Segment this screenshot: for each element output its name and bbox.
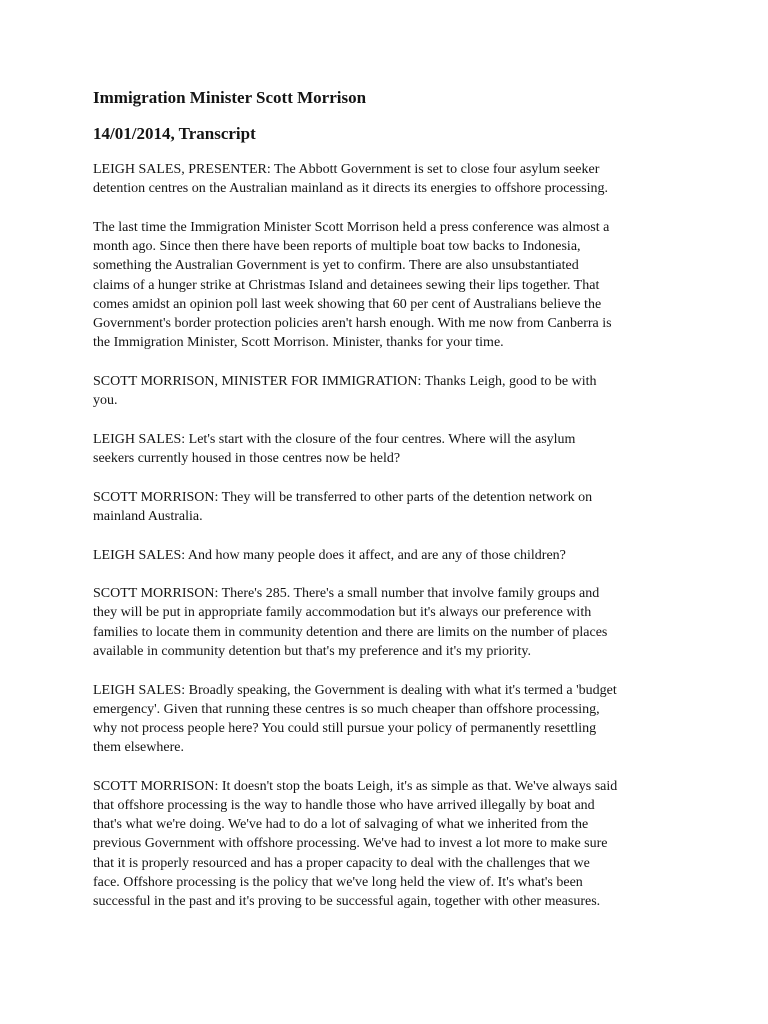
paragraph-3: SCOTT MORRISON, MINISTER FOR IMMIGRATION: Thanks Leigh, good to be with you.: [93, 373, 597, 409]
paragraph-5: SCOTT MORRISON: They will be transferred to other parts of the detention network on mainland Australia.: [93, 489, 593, 524]
paragraph-4: LEIGH SALES: Let's start with the closure of the four centres. Where will the asylum seekers currently housed in those centres now be held?: [93, 431, 576, 466]
paragraph-2: The last time the Immigration Minister Scott Morrison held a press conference was almost a month ago. Since then there have been reports of multiple boat tow backs to Indonesia, something the Australian Government is yet to confirm. There are also unsubstantiated claims of a hunger strike at Christmas Island and detainees sewing their lips together. That comes amidst an opinion poll last week showing that 60 per cent of Australians believe the Government's border protection policies aren't harsh enough. With me now from Canberra is the Immigration Minister, Scott Morrison. Minister, thanks for your time.: [93, 219, 612, 351]
paragraph-7: SCOTT MORRISON: There's 285. There's a small number that involve family groups and they will be put in appropriate family accommodation but it's always our preference with families to locate them in community detention and there are limits on the number of places available in community detention but that's my preference and it's my priority.: [93, 586, 608, 659]
paragraph-1: LEIGH SALES, PRESENTER: The Abbott Government is set to close four asylum seeker detention centres on the Australian mainland as it directs its energies to offshore processing.: [93, 162, 609, 197]
paragraph-8: LEIGH SALES: Broadly speaking, the Government is dealing with what it's termed a 'budget emergency'. Given that running these centres is so much cheaper than offshore processing, why not process people here? You could still pursue your policy of permanently resettling them elsewhere.: [93, 682, 617, 756]
paragraph-6: LEIGH SALES: And how many people does it affect, and are any of those children?: [93, 547, 566, 563]
paragraph-9: SCOTT MORRISON: It doesn't stop the boats Leigh, it's as simple as that. We've always said that offshore processing is the way to handle those who have arrived illegally by boat and that's what we're doing. We've had to do a lot of salvaging of what we inherited from the previous Government with offshore processing. We've had to invest a lot more to make sure that it is properly resourced and has a proper capacity to deal with the challenges that we face. Offshore processing is the policy that we've long held the view of. It's what's been successful in the past and it's proving to be successful again, together with other measures.: [93, 778, 618, 910]
document-title: Immigration Minister Scott Morrison: [93, 88, 367, 107]
document-page: [93, 88, 683, 931]
document-subtitle: 14/01/2014, Transcript: [93, 124, 256, 143]
